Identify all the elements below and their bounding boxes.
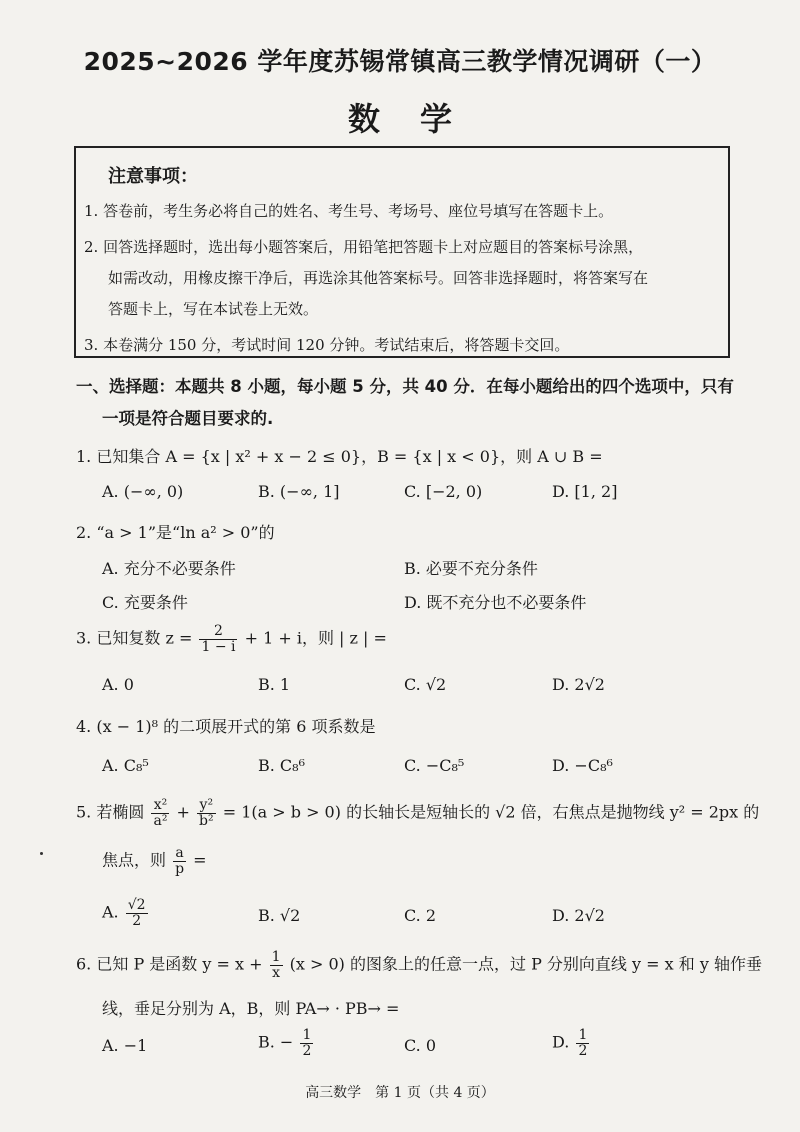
notice-line-1: 1. 答卷前，考生务必将自己的姓名、考生号、考场号、座位号填写在答题卡上。	[84, 202, 614, 220]
fraction	[270, 950, 283, 980]
q2-option-b: B. 必要不充分条件	[404, 559, 538, 578]
q5-option-d: D. 2√2	[552, 906, 605, 925]
stray-mark	[40, 852, 43, 855]
question-stem: “a > 1”是“ln a² > 0”的	[96, 523, 275, 542]
q2-option-a: A. 充分不必要条件	[102, 559, 236, 578]
question-number: 3.	[76, 628, 92, 648]
question-2	[76, 520, 275, 543]
q3-option-c: C. √2	[404, 675, 447, 694]
question-5	[76, 798, 759, 828]
q5-option-a	[102, 898, 150, 928]
q6-option-c: C. 0	[404, 1036, 437, 1055]
option-label: D.	[552, 1032, 570, 1052]
subject-title: 数学	[347, 100, 492, 138]
q4-option-c: C. −C₈⁵	[404, 756, 465, 775]
fraction-numerator: 1	[302, 1027, 312, 1043]
exam-title: 2025~2026 学年度苏锡常镇高三教学情况调研（一）	[83, 47, 717, 76]
fraction-numerator: a	[173, 846, 186, 862]
question-5-cont	[102, 846, 207, 876]
q5-option-b: B. √2	[258, 906, 301, 925]
q3-option-d: D. 2√2	[552, 675, 605, 694]
fraction-denominator: p	[175, 860, 185, 877]
notice-line-2: 2. 回答选择题时，选出每小题答案后，用铅笔把答题卡上对应题目的答案标号涂黑，	[84, 238, 644, 256]
fraction-a-p	[173, 846, 186, 876]
fraction-numerator: 1	[271, 949, 281, 965]
fraction-denominator: b²	[199, 812, 214, 829]
q4-option-a: A. C₈⁵	[102, 756, 149, 775]
q4-option-b: B. C₈⁶	[258, 756, 305, 775]
fraction-numerator: 2	[199, 624, 237, 640]
question-number: 2.	[76, 523, 92, 542]
plus-sign: +	[176, 802, 190, 822]
fraction	[126, 898, 148, 928]
q1-option-c: C. [−2, 0)	[404, 482, 483, 501]
q3-option-b: B. 1	[258, 675, 291, 694]
q6-option-d	[552, 1028, 591, 1058]
option-label: A.	[102, 902, 119, 922]
fraction-numerator: y²	[197, 798, 216, 814]
fraction-denominator: 2	[302, 1042, 312, 1059]
notice-title: 注意事项：	[108, 166, 198, 187]
q6-option-b	[258, 1028, 315, 1058]
section-heading: 一、选择题：本题共 8 小题，每小题 5 分，共 40 分．在每小题给出的四个选项中，只有	[76, 377, 734, 396]
question-1	[76, 444, 603, 467]
q1-option-b: B. (−∞, 1]	[258, 482, 340, 501]
fraction-denominator: 2	[132, 912, 142, 929]
question-number: 6.	[76, 954, 92, 974]
q1-option-a: A. (−∞, 0)	[102, 482, 184, 501]
fraction-numerator: √2	[127, 897, 146, 913]
fraction-denominator: x	[272, 964, 281, 981]
fraction-denominator: a²	[153, 812, 168, 829]
question-3	[76, 624, 387, 654]
question-6-cont: 线，垂足分别为 A，B，则 PA→ · PB→ =	[102, 999, 400, 1018]
question-stem-cont: 焦点，则	[102, 850, 167, 870]
question-stem: 已知集合 A = {x | x² + x − 2 ≤ 0}，B = {x | x < 0}，则 A ∪ B =	[96, 447, 603, 466]
fraction	[576, 1028, 589, 1058]
question-number: 1.	[76, 447, 92, 466]
question-stem-post: + 1 + i，则 | z | =	[244, 628, 387, 648]
fraction-numerator: x²	[151, 798, 169, 814]
question-4	[76, 714, 375, 737]
question-6	[76, 950, 762, 980]
fraction-denominator: 2	[578, 1042, 588, 1059]
fraction-numerator: 1	[578, 1027, 588, 1043]
notice-box	[74, 146, 730, 358]
fraction	[199, 624, 237, 654]
fraction-x2-a2	[151, 798, 169, 828]
notice-line-5: 3. 本卷满分 150 分，考试时间 120 分钟。考试结束后，将答题卡交回。	[84, 336, 570, 354]
page-footer: 高三数学 第 1 页（共 4 页）	[305, 1085, 495, 1101]
q2-option-c: C. 充要条件	[102, 593, 188, 612]
fraction	[300, 1028, 313, 1058]
notice-line-4: 答题卡上，写在本试卷上无效。	[108, 300, 319, 318]
fraction-denominator: 1 − i	[201, 638, 236, 655]
q4-option-d: D. −C₈⁶	[552, 756, 613, 775]
question-stem: 若椭圆	[96, 802, 145, 822]
option-label: B. −	[258, 1032, 294, 1052]
section-heading-cont: 一项是符合题目要求的.	[102, 409, 274, 428]
q2-option-d: D. 既不充分也不必要条件	[404, 593, 587, 612]
question-stem: 已知复数 z =	[96, 628, 193, 648]
question-number: 4.	[76, 717, 92, 736]
equals-sign: =	[193, 850, 207, 870]
notice-line-3: 如需改动，用橡皮擦干净后，再选涂其他答案标号。回答非选择题时，将答案写在	[108, 269, 649, 287]
q6-option-a: A. −1	[102, 1036, 148, 1055]
fraction-y2-b2	[197, 798, 216, 828]
q1-option-d: D. [1, 2]	[552, 482, 618, 501]
question-stem-post: (x > 0) 的图象上的任意一点，过 P 分别向直线 y = x 和 y 轴作垂	[289, 954, 762, 974]
question-number: 5.	[76, 802, 92, 822]
question-stem: (x − 1)⁸ 的二项展开式的第 6 项系数是	[96, 717, 376, 736]
question-stem-post: = 1(a > b > 0) 的长轴长是短轴长的 √2 倍，右焦点是抛物线 y² = 2px 的	[222, 802, 760, 822]
question-stem: 已知 P 是函数 y = x +	[96, 954, 263, 974]
q3-option-a: A. 0	[102, 675, 134, 694]
q5-option-c: C. 2	[404, 906, 437, 925]
